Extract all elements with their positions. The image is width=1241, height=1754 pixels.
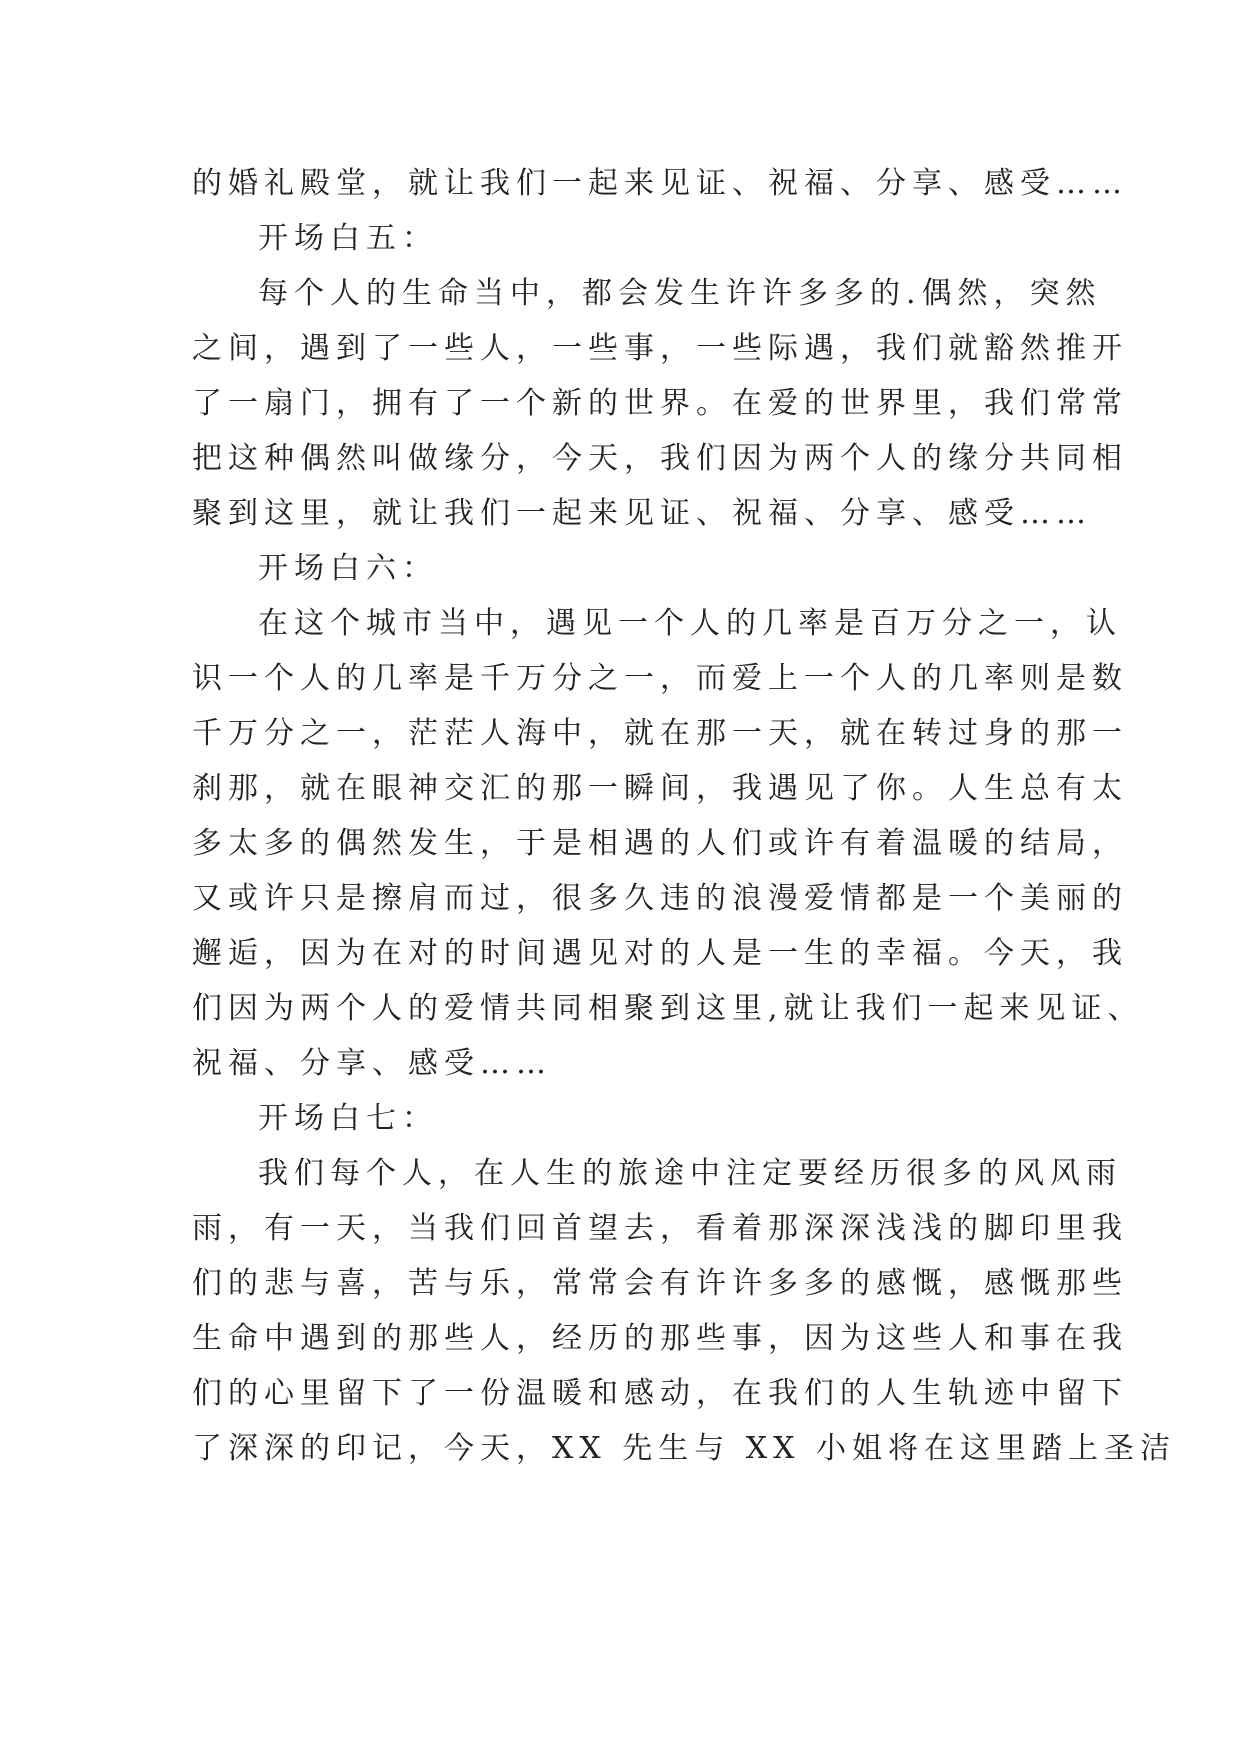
text-line: 多太多的偶然发生，于是相遇的人们或许有着温暖的结局， (192, 826, 1128, 861)
text-line: 又或许只是擦肩而过，很多久违的浪漫爱情都是一个美丽的 (192, 881, 1128, 916)
text-line: 刹那，就在眼神交汇的那一瞬间，我遇见了你。人生总有太 (192, 771, 1128, 806)
text-line: 们的心里留下了一份温暖和感动，在我们的人生轨迹中留下 (192, 1376, 1128, 1411)
text-line: 祝福、分享、感受…… (192, 1046, 552, 1081)
text-line: 在这个城市当中，遇见一个人的几率是百万分之一，认 (258, 606, 1122, 641)
text-line: 千万分之一，茫茫人海中，就在那一天，就在转过身的那一 (192, 716, 1128, 751)
text-line: 邂逅，因为在对的时间遇见对的人是一生的幸福。今天，我 (192, 936, 1128, 971)
text-line: 之间，遇到了一些人，一些事，一些际遇，我们就豁然推开 (192, 331, 1128, 366)
text-line: 雨，有一天，当我们回首望去，看着那深深浅浅的脚印里我 (192, 1211, 1128, 1246)
text-line: 生命中遇到的那些人，经历的那些事，因为这些人和事在我 (192, 1321, 1128, 1356)
text-line: 们的悲与喜，苦与乐，常常会有许许多多的感慨，感慨那些 (192, 1266, 1128, 1301)
section-heading: 开场白七： (258, 1101, 438, 1136)
text-line: 们因为两个人的爱情共同相聚到这里,就让我们一起来见证、 (192, 991, 1144, 1026)
text-line: 识一个人的几率是千万分之一，而爱上一个人的几率则是数 (192, 661, 1128, 696)
text-line: 聚到这里，就让我们一起来见证、祝福、分享、感受…… (192, 496, 1092, 531)
text-line: 了深深的印记，今天，XX 先生与 XX 小姐将在这里踏上圣洁 (192, 1431, 1177, 1466)
text-line: 把这种偶然叫做缘分，今天，我们因为两个人的缘分共同相 (192, 441, 1128, 476)
section-heading: 开场白五： (258, 221, 438, 256)
section-heading: 开场白六： (258, 551, 438, 586)
text-line: 每个人的生命当中，都会发生许许多多的.偶然，突然 (258, 276, 1102, 311)
text-line: 我们每个人，在人生的旅途中注定要经历很多的风风雨 (258, 1156, 1122, 1191)
text-line: 了一扇门，拥有了一个新的世界。在爱的世界里，我们常常 (192, 386, 1128, 421)
text-line: 的婚礼殿堂，就让我们一起来见证、祝福、分享、感受…… (192, 166, 1128, 201)
